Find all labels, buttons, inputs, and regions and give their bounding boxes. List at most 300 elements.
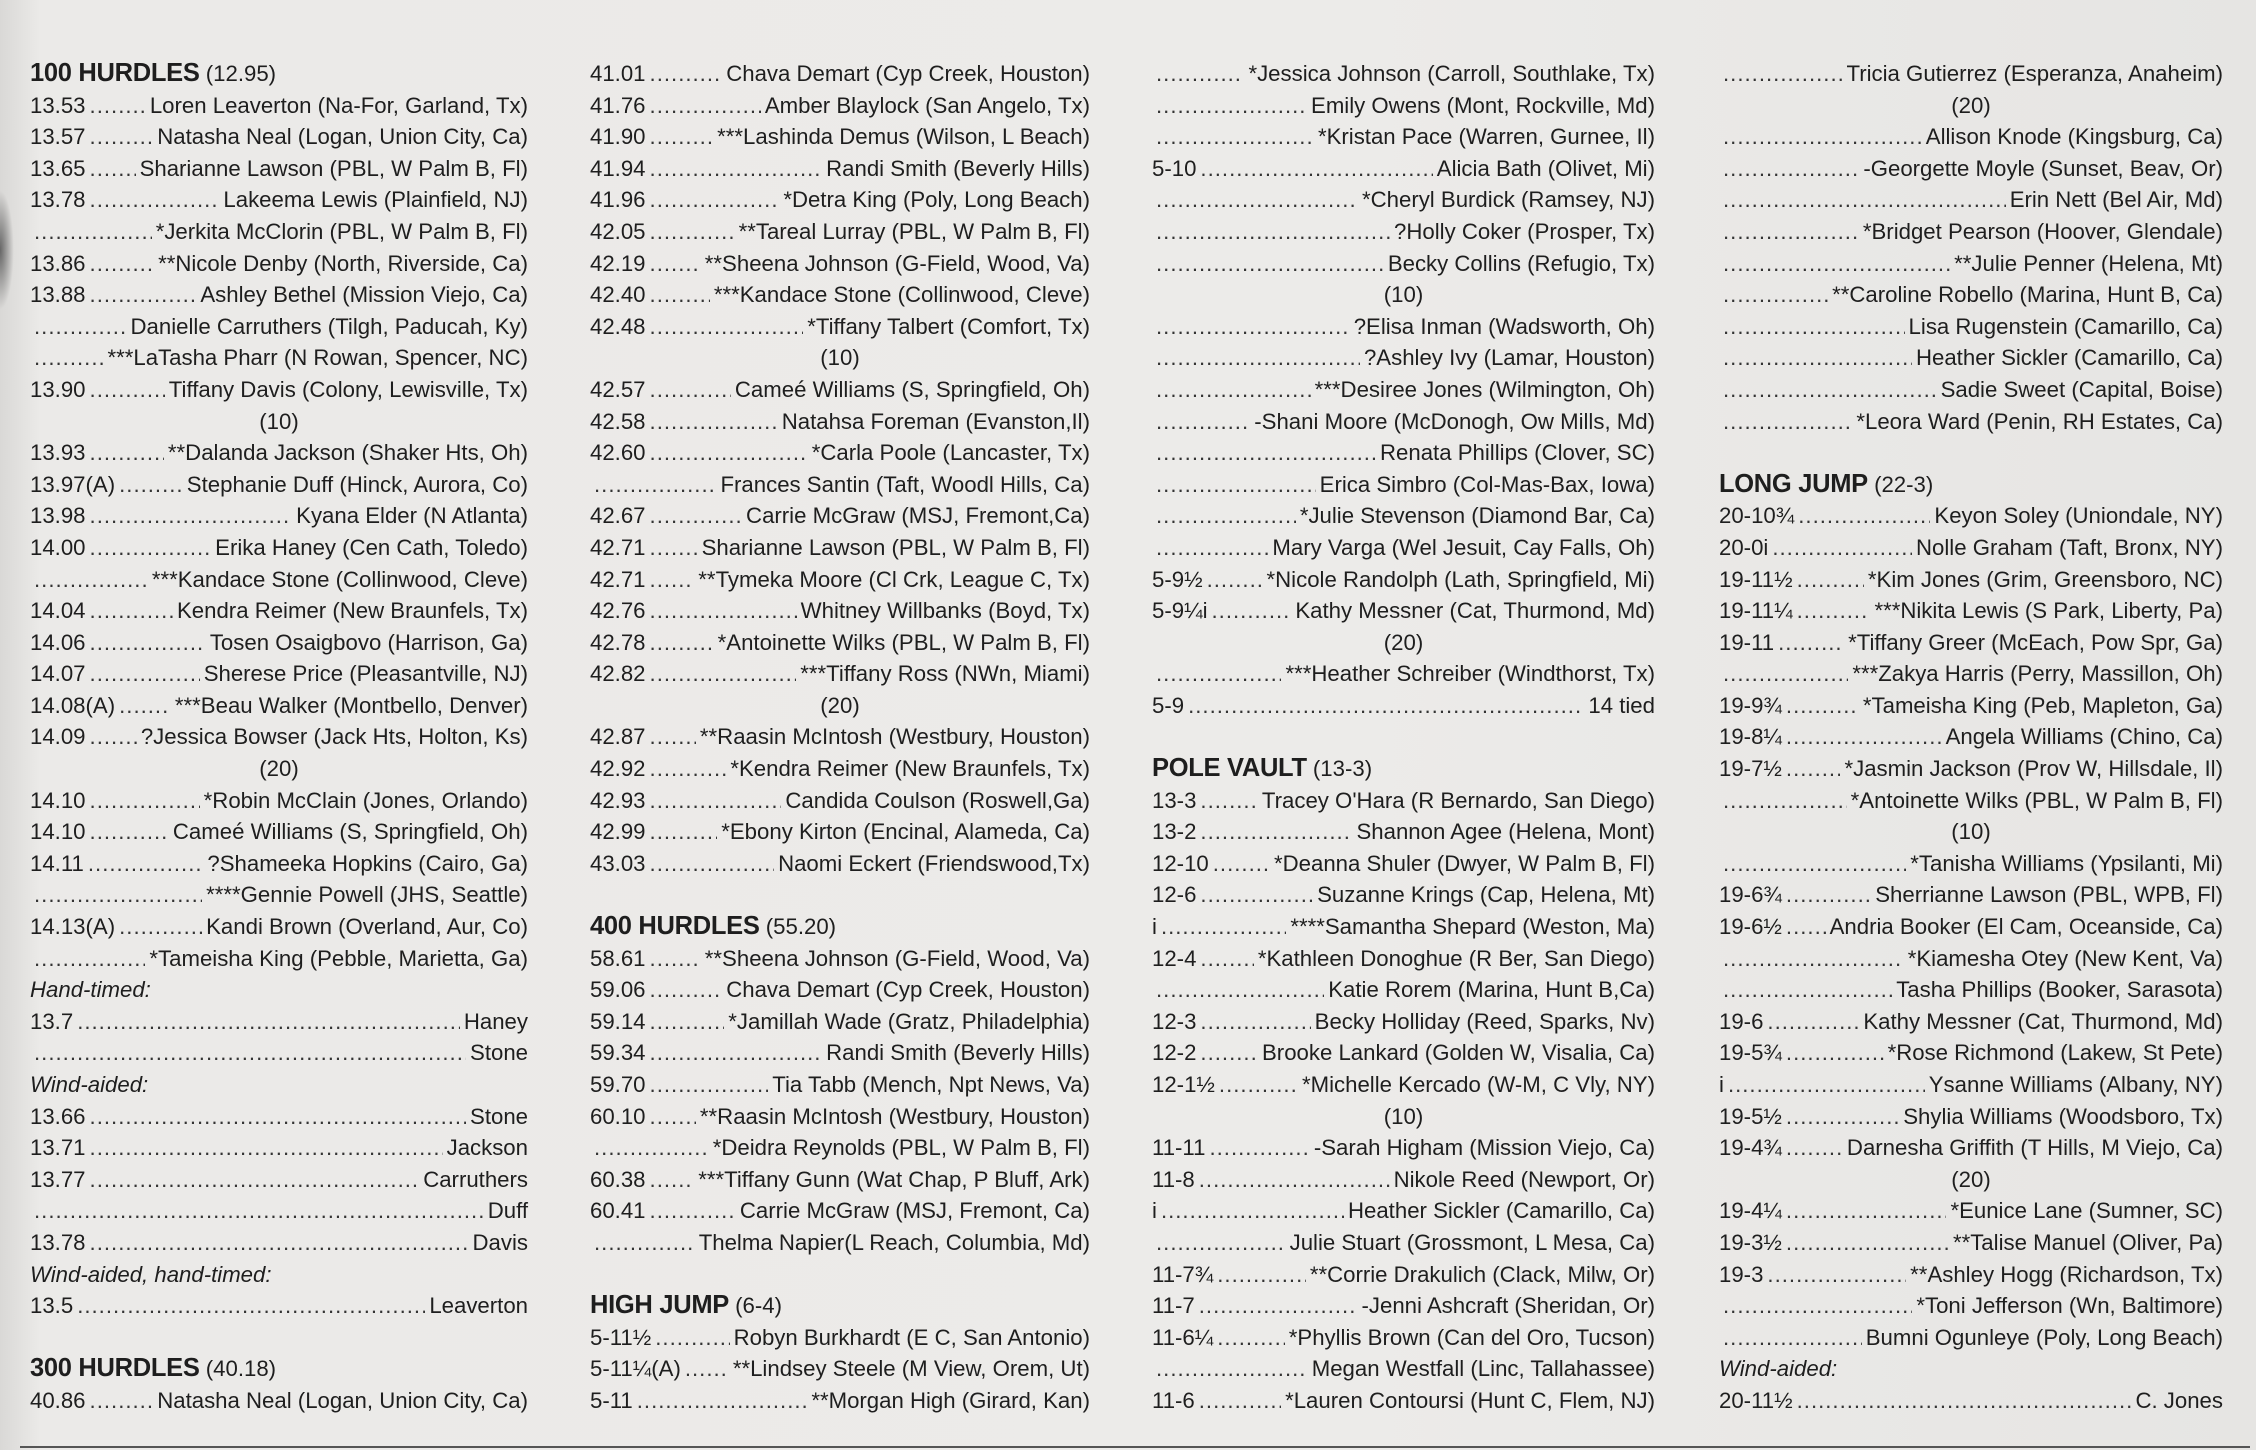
event-standard: (6-4) bbox=[735, 1293, 783, 1319]
result-mark: 19-6½ bbox=[1719, 914, 1782, 940]
event-heading bbox=[30, 1353, 528, 1385]
rank-counter: (10) bbox=[1383, 1103, 1424, 1129]
athlete-entry: Bumni Ogunleye (Poly, Long Beach) bbox=[1865, 1324, 2223, 1350]
leader-dots bbox=[1723, 248, 1950, 280]
result-mark: 20-11½ bbox=[1719, 1387, 1793, 1413]
leader-dots bbox=[1723, 785, 1847, 817]
leader-dots bbox=[650, 974, 723, 1006]
result-row bbox=[1719, 1259, 2223, 1291]
athlete-entry: Lakeema Lewis (Plainfield, NJ) bbox=[223, 187, 528, 213]
result-row bbox=[1152, 1195, 1655, 1227]
result-row bbox=[30, 532, 528, 564]
result-mark: 42.76 bbox=[590, 598, 646, 624]
result-row bbox=[590, 1385, 1090, 1417]
athlete-entry: ?Holly Coker (Prosper, Tx) bbox=[1394, 218, 1655, 244]
result-mark: 5-9 bbox=[1152, 692, 1185, 718]
subsection-label: Wind-aided: bbox=[1719, 1356, 1838, 1382]
athlete-entry: **Raasin McIntosh (Westbury, Houston) bbox=[699, 1103, 1090, 1129]
leader-dots bbox=[90, 279, 197, 311]
leader-dots bbox=[1200, 785, 1257, 817]
event-standard: (13-3) bbox=[1312, 756, 1373, 782]
leader-dots bbox=[34, 311, 127, 343]
result-mark: 14.10 bbox=[30, 819, 86, 845]
result-row bbox=[1719, 879, 2223, 911]
result-row bbox=[30, 90, 528, 122]
athlete-entry: Stephanie Duff (Hinck, Aurora, Co) bbox=[186, 471, 528, 497]
leader-dots bbox=[1778, 627, 1844, 659]
athlete-entry: Natahsa Foreman (Evanston,Il) bbox=[781, 408, 1090, 434]
athlete-entry: Heather Sickler (Camarillo, Ca) bbox=[1347, 1198, 1655, 1224]
result-mark: 13-2 bbox=[1152, 819, 1197, 845]
result-mark: 20-10¾ bbox=[1719, 503, 1795, 529]
athlete-entry: **Tareal Lurray (PBL, W Palm B, Fl) bbox=[738, 218, 1090, 244]
event-name: 100 HURDLES bbox=[30, 59, 200, 87]
leader-dots bbox=[1723, 943, 1904, 975]
leader-dots bbox=[1156, 342, 1360, 374]
result-mark: 59.14 bbox=[590, 1008, 646, 1034]
leader-dots bbox=[650, 1164, 695, 1196]
result-mark: 42.71 bbox=[590, 566, 646, 592]
result-mark: i bbox=[1152, 914, 1157, 940]
result-mark: 59.70 bbox=[590, 1072, 646, 1097]
leader-dots bbox=[77, 1006, 460, 1038]
result-mark: 19-4¾ bbox=[1719, 1135, 1782, 1161]
event-name: 300 HURDLES bbox=[30, 1354, 200, 1383]
result-mark: 5-11¼(A) bbox=[590, 1356, 681, 1382]
result-mark: 13.78 bbox=[30, 1229, 86, 1255]
result-mark: 59.34 bbox=[590, 1040, 646, 1066]
leader-dots bbox=[1767, 1006, 1859, 1038]
athlete-entry: Stone bbox=[470, 1040, 528, 1066]
result-row bbox=[30, 216, 528, 248]
athlete-entry: Leaverton bbox=[429, 1293, 528, 1319]
result-mark: 59.06 bbox=[590, 977, 646, 1003]
leader-dots bbox=[1156, 658, 1281, 690]
athlete-entry: Candida Coulson (Roswell,Ga) bbox=[785, 787, 1090, 813]
result-row bbox=[590, 500, 1090, 532]
result-mark: 41.90 bbox=[590, 124, 646, 150]
athlete-entry: **Julie Penner (Helena, Mt) bbox=[1954, 250, 2223, 276]
result-row bbox=[1719, 342, 2223, 374]
athlete-entry: Keyon Soley (Uniondale, NY) bbox=[1934, 503, 2223, 529]
result-mark: 5-11½ bbox=[590, 1324, 652, 1350]
athlete-entry: ***Lashinda Demus (Wilson, L Beach) bbox=[717, 124, 1090, 150]
athlete-entry: Julie Stuart (Grossmont, L Mesa, Ca) bbox=[1289, 1229, 1655, 1255]
leader-dots bbox=[1723, 216, 1859, 248]
result-mark: 13.93 bbox=[30, 440, 86, 466]
leader-dots bbox=[1723, 658, 1848, 690]
leader-dots bbox=[90, 785, 200, 817]
result-row bbox=[1719, 1101, 2223, 1133]
result-row bbox=[1719, 564, 2223, 596]
result-mark: 13.53 bbox=[30, 92, 86, 118]
result-row bbox=[1152, 1353, 1655, 1385]
athlete-entry: *Rose Richmond (Lakew, St Pete) bbox=[1887, 1040, 2223, 1066]
result-row bbox=[30, 658, 528, 690]
athlete-entry: *Tanisha Williams (Ypsilanti, Mi) bbox=[1910, 850, 2223, 876]
leader-dots bbox=[1767, 1259, 1906, 1291]
leader-dots bbox=[1200, 1006, 1310, 1038]
result-row bbox=[1719, 532, 2223, 564]
result-row bbox=[1152, 216, 1655, 248]
result-row bbox=[1152, 311, 1655, 343]
leader-dots bbox=[90, 816, 169, 848]
athlete-entry: ***Zakya Harris (Perry, Massillon, Oh) bbox=[1852, 661, 2223, 687]
result-mark: 42.92 bbox=[590, 756, 646, 782]
result-row bbox=[30, 1006, 528, 1038]
result-row bbox=[1719, 1069, 2223, 1101]
result-row bbox=[1152, 848, 1655, 880]
athlete-entry: **Caroline Robello (Marina, Hunt B, Ca) bbox=[1832, 282, 2223, 308]
athlete-entry: **Sheena Johnson (G-Field, Wood, Va) bbox=[704, 250, 1090, 276]
athlete-entry: Heather Sickler (Camarillo, Ca) bbox=[1915, 345, 2223, 371]
result-row bbox=[1152, 974, 1655, 1006]
leader-dots bbox=[650, 785, 782, 817]
result-row bbox=[1152, 595, 1655, 627]
athlete-entry: Tosen Osaigbovo (Harrison, Ga) bbox=[209, 629, 528, 655]
result-row bbox=[590, 153, 1090, 185]
result-row bbox=[590, 248, 1090, 280]
leader-dots bbox=[650, 153, 823, 185]
leader-dots bbox=[90, 595, 173, 627]
athlete-entry: *Antoinette Wilks (PBL, W Palm B, Fl) bbox=[717, 629, 1090, 655]
athlete-entry: ***Beau Walker (Montbello, Denver) bbox=[174, 692, 528, 718]
athlete-entry: Carrie McGraw (MSJ, Fremont, Ca) bbox=[739, 1198, 1090, 1224]
result-mark: 42.19 bbox=[590, 250, 646, 276]
leader-dots bbox=[594, 1132, 709, 1164]
athlete-entry: *Cheryl Burdick (Ramsey, NJ) bbox=[1361, 187, 1655, 213]
leader-dots bbox=[77, 1290, 425, 1322]
athlete-entry: *Robin McClain (Jones, Orlando) bbox=[203, 787, 528, 813]
result-row bbox=[1152, 1322, 1655, 1354]
result-row bbox=[1719, 121, 2223, 153]
result-row bbox=[1719, 627, 2223, 659]
result-mark: 13.71 bbox=[30, 1135, 86, 1161]
result-row bbox=[1719, 500, 2223, 532]
result-row bbox=[1719, 1322, 2223, 1354]
result-row bbox=[1152, 248, 1655, 280]
result-row bbox=[1719, 184, 2223, 216]
athlete-entry: Cameé Williams (S, Springfield, Oh) bbox=[734, 376, 1090, 402]
athlete-entry: Chava Demart (Cyp Creek, Houston) bbox=[726, 61, 1090, 86]
leader-dots bbox=[1723, 153, 1859, 185]
result-mark: 13.7 bbox=[30, 1008, 74, 1034]
result-mark: i bbox=[1152, 1198, 1157, 1224]
result-row bbox=[1719, 690, 2223, 722]
leader-dots bbox=[650, 121, 714, 153]
leader-dots bbox=[90, 1101, 466, 1133]
athlete-entry: -Jenni Ashcraft (Sheridan, Or) bbox=[1361, 1293, 1655, 1319]
athlete-entry: Stone bbox=[470, 1103, 528, 1129]
subsection-label: Wind-aided: bbox=[30, 1072, 149, 1097]
result-row bbox=[590, 974, 1090, 1006]
result-row bbox=[590, 1164, 1090, 1196]
result-mark: 12-10 bbox=[1152, 850, 1209, 876]
leader-dots bbox=[1723, 58, 1842, 90]
event-name: LONG JUMP bbox=[1719, 469, 1868, 498]
athlete-entry: ***Kandace Stone (Collinwood, Cleve) bbox=[713, 282, 1090, 308]
leader-dots bbox=[650, 721, 696, 753]
result-row bbox=[1152, 437, 1655, 469]
athlete-entry: Shylia Williams (Woodsboro, Tx) bbox=[1903, 1103, 2223, 1129]
result-mark: 5-9¼i bbox=[1152, 598, 1208, 624]
result-row bbox=[1152, 1227, 1655, 1259]
result-mark: 14.13(A) bbox=[30, 914, 116, 940]
athlete-entry: *Leora Ward (Penin, RH Estates, Ca) bbox=[1856, 408, 2223, 434]
result-mark: 19-7½ bbox=[1719, 756, 1782, 782]
athlete-entry: ***Kandace Stone (Collinwood, Cleve) bbox=[151, 566, 528, 592]
athlete-entry: Amber Blaylock (San Angelo, Tx) bbox=[764, 92, 1090, 118]
result-mark: 13-3 bbox=[1152, 787, 1197, 813]
result-row bbox=[1152, 1006, 1655, 1038]
leader-dots bbox=[650, 1069, 769, 1101]
leader-dots bbox=[1786, 721, 1942, 753]
leader-dots bbox=[650, 216, 735, 248]
athlete-entry: Emily Owens (Mont, Rockville, Md) bbox=[1311, 92, 1655, 118]
leader-dots bbox=[1200, 816, 1352, 848]
result-row bbox=[1152, 816, 1655, 848]
athlete-entry: *Kiamesha Otey (New Kent, Va) bbox=[1907, 945, 2223, 971]
athlete-entry: ?Jessica Bowser (Jack Hts, Holton, Ks) bbox=[140, 724, 528, 750]
result-mark: 20-0i bbox=[1719, 534, 1769, 560]
result-row bbox=[590, 437, 1090, 469]
athlete-entry: Frances Santin (Taft, Woodl Hills, Ca) bbox=[720, 471, 1090, 497]
athlete-entry: Becky Collins (Refugio, Tx) bbox=[1387, 250, 1655, 276]
result-row bbox=[1719, 406, 2223, 438]
result-row bbox=[1719, 153, 2223, 185]
leader-dots bbox=[650, 1006, 725, 1038]
leader-dots bbox=[1156, 58, 1244, 90]
rank-counter: (20) bbox=[259, 756, 299, 782]
athlete-entry: ?Elisa Inman (Wadsworth, Oh) bbox=[1353, 313, 1655, 339]
event-heading bbox=[30, 58, 528, 90]
result-row bbox=[30, 184, 528, 216]
athlete-entry: Tracey O'Hara (R Bernardo, San Diego) bbox=[1261, 787, 1655, 813]
athlete-entry: *Phyllis Brown (Can del Oro, Tucson) bbox=[1288, 1324, 1655, 1350]
result-row bbox=[30, 437, 528, 469]
leader-dots bbox=[1798, 500, 1930, 532]
result-mark: 14.06 bbox=[30, 629, 86, 655]
result-mark: 14.08(A) bbox=[30, 692, 116, 718]
athlete-entry: *Toni Jefferson (Wn, Baltimore) bbox=[1916, 1293, 2223, 1319]
athlete-entry: *Tiffany Greer (McEach, Pow Spr, Ga) bbox=[1848, 629, 2223, 655]
result-row bbox=[30, 943, 528, 975]
athlete-entry: Kathy Messner (Cat, Thurmond, Md) bbox=[1863, 1008, 2223, 1034]
result-row bbox=[590, 627, 1090, 659]
result-row bbox=[1719, 753, 2223, 785]
athlete-entry: Nolle Graham (Taft, Bronx, NY) bbox=[1915, 534, 2223, 560]
result-row bbox=[1719, 974, 2223, 1006]
result-row bbox=[1152, 1385, 1655, 1417]
athlete-entry: *Jessica Johnson (Carroll, Southlake, Tx) bbox=[1248, 61, 1655, 86]
athlete-entry: *Kristan Pace (Warren, Gurnee, Il) bbox=[1317, 124, 1655, 150]
leader-dots bbox=[1156, 374, 1311, 406]
result-row bbox=[1719, 658, 2223, 690]
result-row bbox=[1152, 879, 1655, 911]
leader-dots bbox=[1199, 1385, 1281, 1417]
result-mark: 41.94 bbox=[590, 155, 646, 181]
athlete-entry: **Tymeka Moore (Cl Crk, League C, Tx) bbox=[698, 566, 1090, 592]
result-mark: 13.66 bbox=[30, 1103, 86, 1129]
result-mark: 41.01 bbox=[590, 61, 646, 86]
result-mark: 12-2 bbox=[1152, 1040, 1197, 1066]
result-row bbox=[30, 816, 528, 848]
leader-dots bbox=[1786, 1101, 1899, 1133]
leader-dots bbox=[1723, 279, 1828, 311]
leader-dots bbox=[650, 184, 780, 216]
result-row bbox=[590, 374, 1090, 406]
leader-dots bbox=[1156, 1353, 1308, 1385]
result-mark: 13.88 bbox=[30, 282, 86, 308]
athlete-entry: *Kendra Reimer (New Braunfels, Tx) bbox=[730, 756, 1090, 782]
result-mark: 42.60 bbox=[590, 440, 646, 466]
event-standard: (12.95) bbox=[205, 61, 277, 86]
result-row bbox=[30, 1132, 528, 1164]
leader-dots bbox=[650, 437, 808, 469]
leader-dots bbox=[1156, 121, 1314, 153]
athlete-entry: ?Shameeka Hopkins (Cairo, Ga) bbox=[207, 850, 528, 876]
athlete-entry: Randi Smith (Beverly Hills) bbox=[826, 1040, 1090, 1066]
bottom-rule bbox=[20, 1446, 2250, 1448]
result-row bbox=[590, 184, 1090, 216]
result-row bbox=[1152, 58, 1655, 90]
result-row bbox=[590, 1195, 1090, 1227]
athlete-entry: Becky Holliday (Reed, Sparks, Nv) bbox=[1314, 1008, 1655, 1034]
result-mark: 19-11 bbox=[1719, 629, 1775, 655]
result-row bbox=[1152, 90, 1655, 122]
athlete-entry: Kandi Brown (Overland, Aur, Co) bbox=[206, 914, 528, 940]
leader-dots bbox=[1797, 595, 1871, 627]
result-row bbox=[30, 500, 528, 532]
result-mark: 12-4 bbox=[1152, 945, 1197, 971]
result-row bbox=[30, 1101, 528, 1133]
result-row bbox=[30, 153, 528, 185]
result-row bbox=[1152, 911, 1655, 943]
result-mark: 19-3½ bbox=[1719, 1229, 1782, 1255]
event-heading bbox=[1719, 469, 2223, 501]
event-standard: (40.18) bbox=[205, 1356, 277, 1382]
rank-counter: (20) bbox=[1951, 92, 1991, 118]
result-mark: 42.93 bbox=[590, 787, 646, 813]
athlete-entry: ***Nikita Lewis (S Park, Liberty, Pa) bbox=[1874, 598, 2223, 624]
athlete-entry: Sadie Sweet (Capital, Boise) bbox=[1940, 376, 2223, 402]
result-mark: 11-6 bbox=[1152, 1387, 1195, 1413]
leader-dots bbox=[650, 627, 714, 659]
leader-dots bbox=[1786, 1132, 1843, 1164]
athlete-entry: ?Ashley Ivy (Lamar, Houston) bbox=[1363, 345, 1655, 371]
athlete-entry: *Ebony Kirton (Encinal, Alameda, Ca) bbox=[721, 819, 1090, 845]
result-row bbox=[1152, 658, 1655, 690]
leader-dots bbox=[90, 1132, 443, 1164]
athlete-entry: C. Jones bbox=[2135, 1387, 2223, 1413]
result-row bbox=[1719, 279, 2223, 311]
athlete-entry: *Jerkita McClorin (PBL, W Palm B, Fl) bbox=[155, 218, 528, 244]
athlete-entry: Ysanne Williams (Albany, NY) bbox=[1928, 1072, 2223, 1097]
athlete-entry: Sharianne Lawson (PBL, W Palm B, Fl) bbox=[139, 155, 528, 181]
result-row bbox=[590, 121, 1090, 153]
result-mark: 13.77 bbox=[30, 1166, 86, 1192]
athlete-entry: *Deanna Shuler (Dwyer, W Palm B, Fl) bbox=[1273, 850, 1655, 876]
leader-dots bbox=[1786, 1037, 1884, 1069]
result-mark: 14.04 bbox=[30, 598, 86, 624]
result-row bbox=[1152, 121, 1655, 153]
athlete-entry: Tia Tabb (Mench, Npt News, Va) bbox=[772, 1072, 1090, 1097]
leader-dots bbox=[1200, 943, 1253, 975]
result-mark: 14.10 bbox=[30, 787, 86, 813]
athlete-entry: Chava Demart (Cyp Creek, Houston) bbox=[726, 977, 1090, 1003]
athlete-entry: ****Samantha Shepard (Weston, Ma) bbox=[1290, 914, 1655, 940]
event-heading bbox=[1152, 753, 1655, 785]
athlete-entry: *Detra King (Poly, Long Beach) bbox=[783, 187, 1090, 213]
result-row bbox=[1719, 911, 2223, 943]
result-row bbox=[30, 1385, 528, 1417]
leader-dots bbox=[90, 1164, 420, 1196]
result-mark: 12-1½ bbox=[1152, 1072, 1215, 1097]
result-row bbox=[30, 311, 528, 343]
result-mark: 60.10 bbox=[590, 1103, 646, 1129]
result-row bbox=[1152, 1069, 1655, 1101]
result-row bbox=[1152, 406, 1655, 438]
athlete-entry: Carrie McGraw (MSJ, Fremont,Ca) bbox=[746, 503, 1090, 529]
leader-dots bbox=[1156, 469, 1316, 501]
leader-dots bbox=[650, 1195, 736, 1227]
result-mark: 5-11 bbox=[590, 1387, 633, 1413]
result-row bbox=[30, 469, 528, 501]
leader-dots bbox=[1156, 974, 1324, 1006]
leader-dots bbox=[650, 848, 775, 880]
subsection-label: Wind-aided, hand-timed: bbox=[30, 1261, 272, 1287]
leader-dots bbox=[1213, 848, 1270, 880]
leader-dots bbox=[119, 911, 202, 943]
leader-dots bbox=[1797, 1385, 2132, 1417]
result-mark: 19-5¾ bbox=[1719, 1040, 1782, 1066]
result-row bbox=[30, 374, 528, 406]
athlete-entry: Sherese Price (Pleasantville, NJ) bbox=[203, 661, 528, 687]
result-mark: 42.71 bbox=[590, 534, 646, 560]
result-mark: 13.97(A) bbox=[30, 471, 116, 497]
result-row bbox=[590, 469, 1090, 501]
result-row bbox=[590, 1353, 1090, 1385]
leader-dots bbox=[1786, 690, 1859, 722]
leader-dots bbox=[650, 753, 727, 785]
athlete-entry: Lisa Rugenstein (Camarillo, Ca) bbox=[1908, 313, 2223, 339]
leader-dots bbox=[34, 1037, 466, 1069]
athlete-entry: Darnesha Griffith (T Hills, M Viejo, Ca) bbox=[1846, 1135, 2223, 1161]
leader-dots bbox=[1156, 248, 1384, 280]
athlete-entry: Natasha Neal (Logan, Union City, Ca) bbox=[157, 1387, 528, 1413]
result-mark: 42.78 bbox=[590, 629, 646, 655]
result-mark: 41.96 bbox=[590, 187, 646, 213]
result-mark: 19-6¾ bbox=[1719, 882, 1782, 908]
leader-dots bbox=[90, 658, 200, 690]
leader-dots bbox=[90, 437, 164, 469]
result-row bbox=[590, 816, 1090, 848]
result-row bbox=[590, 58, 1090, 90]
event-heading bbox=[590, 1290, 1090, 1322]
leader-dots bbox=[1200, 153, 1432, 185]
athlete-entry: Naomi Eckert (Friendswood,Tx) bbox=[778, 850, 1090, 876]
leader-dots bbox=[34, 342, 103, 374]
leader-dots bbox=[650, 90, 761, 122]
leader-dots bbox=[1161, 1195, 1344, 1227]
result-row bbox=[1152, 1259, 1655, 1291]
event-standard: (22-3) bbox=[1874, 471, 1934, 497]
athlete-entry: *Kathleen Donoghue (R Ber, San Diego) bbox=[1257, 945, 1655, 971]
athlete-entry: ***Tiffany Gunn (Wat Chap, P Bluff, Ark) bbox=[698, 1166, 1090, 1192]
leader-dots bbox=[1219, 1069, 1298, 1101]
result-mark: 58.61 bbox=[590, 945, 646, 971]
leader-dots bbox=[594, 1227, 695, 1259]
